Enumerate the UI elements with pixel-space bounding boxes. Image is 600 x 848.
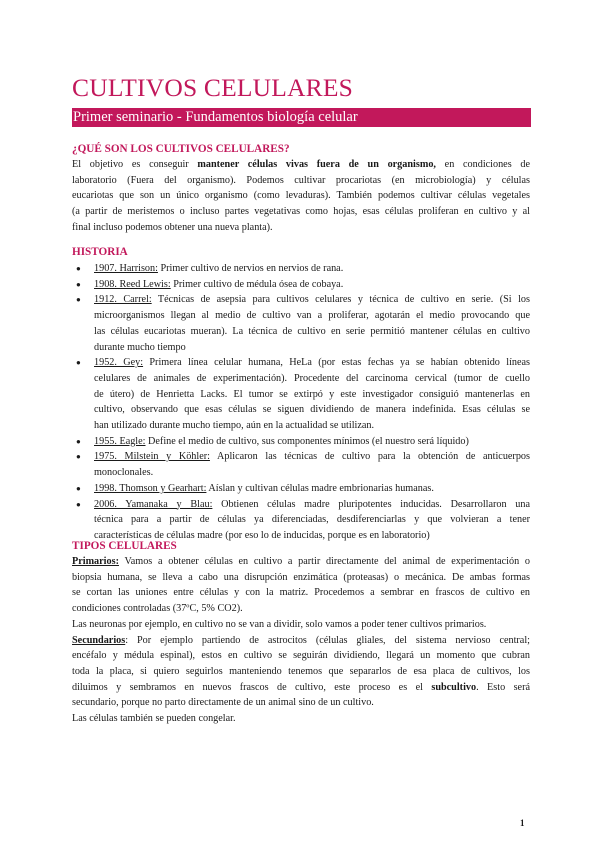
history-item: ● 1998. Thomson y Gearhart: Aíslan y cultivan células madre embrionarias humanas. — [72, 481, 530, 497]
history-item: ● 1912. Carrel: Técnicas de asepsia para cultivos celulares y técnica de cultivo en serie. (Si los microorganismos llegan al medio de cultivo van a proliferar, agotarán el medio provocando que las células eucariotas mueran). La técnica de cultivo en serie permitió mantener células en cultivo durante mucho tiempo — [76, 294, 530, 353]
bullet-icon: ● — [76, 436, 81, 446]
history-item: ● 1952. Gey: Primera línea celular humana, HeLa (por estas fechas ya se habían obtenido líneas celulares de animales de experimentación). Procedente del carcinoma cervical (tumor de cuello de útero) de Henrietta Lacks. El tumor se extirpó y este investigador consiguió mantenerlas en cultivo, observando que esas células se siguen dividiendo de manera indefinida. Esas células se han utilizado durante mucho tiempo, aún en la actualidad se utilizan. — [76, 357, 530, 432]
page-number: 1 — [520, 818, 525, 828]
cell-types-paragraph: Primarios: Vamos a obtener células en cultivo a partir directamente del animal de experimentación o biopsia humana, se lleva a cabo una disrupción enzimática (proteasas) o mecánica. De ambas formas se cortan las uniones entre células y con la matriz. Procedemos a sembrar en frascos de cultivo en condiciones controladas (37ºC, 5% CO2). Las neuronas por ejemplo, en cultivo no se van a dividir, solo vamos a poder tener cultivos primarios. Secundarios: Por ejemplo partiendo de astrocitos (células gliales, del sistema nervioso central; encéfalo y médula espinal), estos en cultivo se seguirán dividiendo, llegará un momento que cubran toda la placa, si quiero seguirlos manteniendo tenemos que separarlos de esa placa de cultivos, los diluimos y sembramos en nuevos frascos de cultivo, este proceso es el subcultivo. Esto será secundario, porque no parto directamente de un animal sino de un cultivo. Las células también se pueden congelar. — [72, 554, 530, 727]
primary-label: Primarios: — [72, 556, 119, 567]
history-date-label: 1952. Gey: — [94, 357, 144, 369]
bullet-icon: ● — [76, 279, 81, 289]
history-item: ● 1955. Eagle: Define el medio de cultivo, sus componentes mínimos (el nuestro será líquido) — [72, 434, 530, 450]
freezing-note: Las células también se pueden congelar. — [72, 713, 236, 725]
intro-line: laboratorio (Fuera del organismo). Podemos cultivar procariotas (en microbiología) y células — [72, 174, 530, 186]
intro-line: (a partir de meristemos o incluso partes vegetativas como hojas, esas células proliferan en cultivo y al — [72, 206, 530, 218]
subculture-term: subcultivo — [431, 681, 477, 693]
history-date-label: 1998. Thomson y Gearhart: — [94, 482, 207, 494]
bullet-icon: ● — [76, 483, 81, 493]
intro-line: eucariotas que son un único organismo (como levaduras). También podemos cultivar células vegetales — [72, 190, 530, 202]
intro-line: El objetivo es conseguir mantener células vivas fuera de un organismo, en condiciones de — [72, 159, 530, 170]
history-date-label: 1955. Eagle: — [94, 435, 146, 447]
bullet-icon: ● — [76, 295, 81, 305]
subtitle-banner: Primer seminario - Fundamentos biología celular — [72, 108, 531, 127]
intro-paragraph — [72, 157, 530, 236]
section-heading-history: HISTORIA — [72, 246, 128, 258]
history-item: ● 1907. Harrison: Primer cultivo de nervios en nervios de rana. — [72, 261, 530, 277]
history-date-label: 2006. Yamanaka y Blau: — [94, 498, 213, 510]
neurons-note: Las neuronas por ejemplo, en cultivo no se van a dividir, solo vamos a poder tener cultivos primarios. — [72, 618, 487, 630]
bullet-icon: ● — [76, 264, 81, 273]
history-date-label: 1975. Milstein y Köhler: — [94, 451, 210, 463]
history-item: ● 1908. Reed Lewis: Primer cultivo de médula ósea de cobaya. — [72, 277, 530, 293]
bullet-icon: ● — [76, 358, 81, 368]
section-heading-cell-types: TIPOS CELULARES — [72, 540, 177, 552]
intro-line: final incluso podemos obtener una nueva planta). — [72, 221, 273, 233]
bullet-icon: ● — [76, 452, 81, 462]
history-date-label: 1912. Carrel: — [94, 294, 152, 306]
bullet-icon: ● — [76, 499, 81, 509]
history-date-label: 1907. Harrison: — [94, 263, 158, 274]
history-item: ● 2006. Yamanaka y Blau: Obtienen células madre pluripotentes inducidas. Desarrollaron una técnica para a partir de células ya diferenciadas, desdiferenciarlas y que volvieran a tener características de células madre (por eso lo de inducidas, porque es en laboratorio) — [76, 498, 531, 541]
history-date-label: 1908. Reed Lewis: — [94, 278, 171, 290]
history-item: ● 1975. Milstein y Köhler: Aplicaron las técnicas de cultivo para la obtención de anticuerpos monoclonales. — [76, 451, 530, 479]
history-list — [72, 261, 530, 544]
secondary-label: Secundarios — [72, 634, 126, 646]
section-heading-what-are-cultures: ¿QUÉ SON LOS CULTIVOS CELULARES? — [72, 143, 290, 155]
document-title: CULTIVOS CELULARES — [72, 73, 354, 102]
